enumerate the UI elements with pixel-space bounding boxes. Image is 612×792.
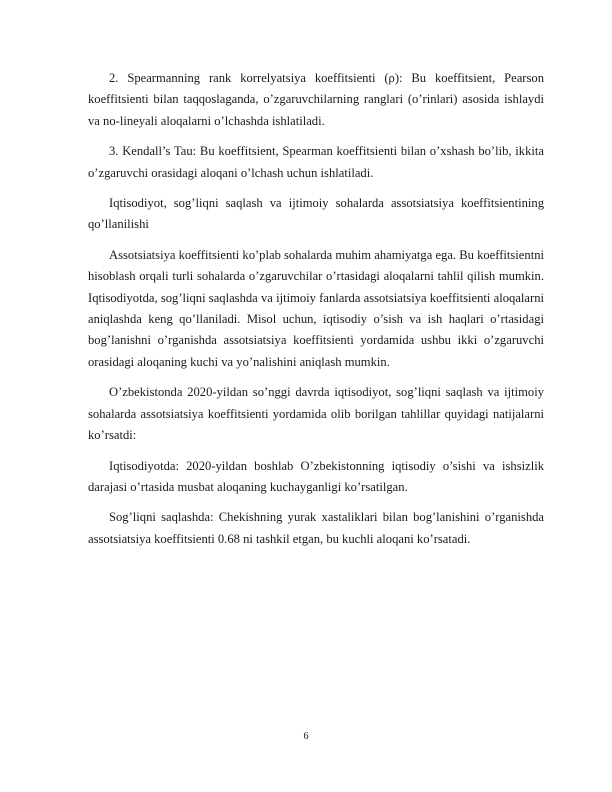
paragraph-intro: Assotsiatsiya koeffitsienti ko’plab sohalarda muhim ahamiyatga ega. Bu koeffitsientni hisoblash orqali turli sohalarda o’zgaruvchilar o’rtasidagi aloqalarni tahlil qilish mumkin. Iqtisodiyotda, sog’liqni saqlashda va ijtimoiy fanlarda assotsiatsiya koeffitsienti aloqalarni aniqlashda keng qo’llaniladi. Misol uchun, iqtisodiy o’sish va ish haqlari o’rtasidagi bog’lanishni o’rganishda assotsiatsiya koeffitsienti yordamida ushbu ikki o’zgaruvchi orasidagi aloqaning kuchi va yo’nalishini aniqlash mumkin. [88,247,544,369]
paragraph-health: Sog’liqni saqlashda: Chekishning yurak xastaliklari bilan bog’lanishini o’rganishda assotsiatsiya koeffitsienti 0.68 ni tashkil etgan, bu kuchli aloqani ko’rsatadi. [88,510,544,546]
document-page [88,68,544,559]
paragraph-uzbekistan: O’zbekistonda 2020-yildan so’nggi davrda iqtisodiyot, sog’liqni saqlash va ijtimoiy sohalarda assotsiatsiya koeffitsienti yordamida olib borilgan tahlillar quyidagi natijalarni ko’rsatdi: [88,385,544,443]
paragraph-economy: Iqtisodiyotda: 2020-yildan boshlab O’zbekistonning iqtisodiy o’sishi va ishsizlik darajasi o’rtasida musbat aloqaning kuchayganligi ko’rsatilgan. [88,458,544,494]
paragraph-kendall: 3. Kendall’s Tau: Bu koeffitsient, Spearman koeffitsienti bilan o’xshash bo’lib, ikkita o’zgaruvchi orasidagi aloqani o’lchash uchun ishlatiladi. [88,144,544,180]
paragraph-spearman: 2. Spearmanning rank korrelyatsiya koeffitsienti (ρ): Bu koeffitsient, Pearson koeffitsienti bilan taqqoslaganda, o’zgaruvchilarning ranglari (o’rinlari) asosida ishlaydi va no-lineyali aloqalarni o’lchashda ishlatiladi. [88,71,544,128]
section-heading: Iqtisodiyot, sog’liqni saqlash va ijtimoiy sohalarda assotsiatsiya koeffitsientining qo’llanilishi [88,196,544,232]
page-number: 6 [303,731,309,742]
